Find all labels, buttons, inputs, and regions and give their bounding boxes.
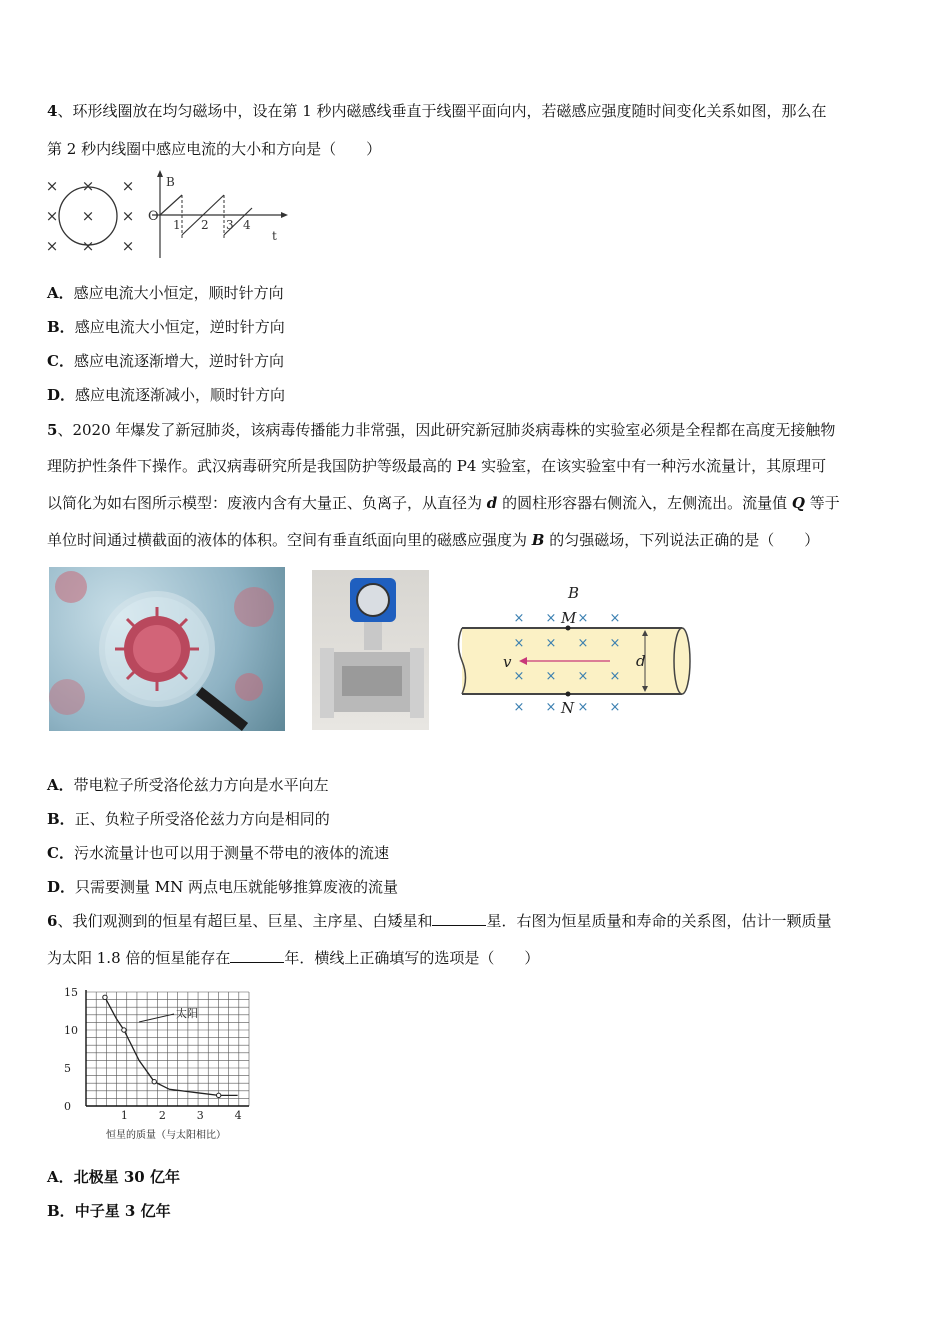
cross-icon: × [121, 177, 135, 195]
virus-illustration [49, 567, 285, 731]
q5-pipe-diagram [455, 580, 695, 720]
option-text: 感应电流逐渐减小，顺时针方向 [75, 386, 286, 404]
q5-stem-line3 [47, 493, 840, 513]
chart-y-ticks [64, 986, 78, 1113]
chart-points [103, 995, 221, 1097]
chart-x-ticks [121, 1109, 242, 1122]
sun-pointer [139, 1014, 174, 1022]
tick-1: 1 [173, 218, 181, 232]
v-label: v [503, 653, 512, 671]
option-label: B． [47, 810, 75, 828]
q4-number: 4 [47, 102, 58, 120]
var-q: Q [791, 494, 805, 512]
q6-stem-line1 [47, 911, 831, 931]
option-label: C． [47, 844, 74, 862]
option-label: B． [47, 1202, 75, 1220]
q5-text: 单位时间通过横截面的液体的体积。空间有垂直纸面向里的磁感应强度为 [47, 531, 528, 549]
data-point [152, 1079, 156, 1083]
option-label: A． [47, 284, 74, 302]
q5-option-a [47, 775, 329, 795]
cross-icon: × [545, 700, 557, 715]
q6-option-b [47, 1201, 171, 1221]
chart-x-label: 恒星的质量（与太阳相比） [106, 1130, 226, 1141]
q4-option-a [47, 283, 284, 303]
b-field-label: B [568, 584, 580, 602]
t-axis-arrow-icon [281, 212, 288, 218]
cross-icon: × [577, 700, 589, 715]
x-tick-label: 1 [120, 1109, 128, 1122]
var-d: d [486, 494, 498, 512]
q5-option-d [47, 877, 398, 897]
t-axis-label: t [272, 229, 277, 243]
q5-stem-text1: 、2020 年爆发了新冠肺炎，该病毒传播能力非常强，因此研究新冠肺炎病毒株的实验室必须是全程都在高度无接触物 [57, 421, 836, 439]
option-text: 北极星 30 亿年 [73, 1168, 180, 1186]
cross-icon: × [81, 237, 95, 255]
q4-stem-line1 [47, 101, 827, 121]
option-label: D． [47, 878, 76, 896]
cross-icon: × [609, 700, 621, 715]
d-label: d [636, 652, 646, 670]
option-label: A． [47, 1168, 74, 1186]
option-text: 只需要测量 MN 两点电压就能够推算废液的流量 [75, 878, 399, 896]
option-text: 中子星 3 亿年 [74, 1202, 171, 1220]
q4-option-d [47, 385, 285, 405]
life-curve [105, 997, 238, 1095]
q6-text: 为太阳 1.8 倍的恒星能存在 [47, 949, 231, 967]
m-label: M [561, 609, 577, 627]
cross-icon: × [513, 669, 525, 684]
option-text: 感应电流逐渐增大，逆时针方向 [73, 352, 284, 370]
cross-icon: × [545, 669, 557, 684]
b-graph-seg1 [160, 195, 182, 215]
data-point [122, 1028, 126, 1032]
option-label: D． [47, 386, 76, 404]
b-axis-label: B [166, 175, 175, 189]
flowmeter-image [312, 570, 429, 730]
option-label: B． [47, 318, 75, 336]
cross-icon: × [545, 611, 557, 626]
q5-stem-line4 [47, 530, 819, 550]
cross-icon: × [513, 636, 525, 651]
pipe-right-end [674, 628, 690, 694]
q5-number: 5 [47, 421, 58, 439]
q6-chart [44, 982, 259, 1144]
option-text: 感应电流大小恒定，逆时针方向 [74, 318, 285, 336]
flowmeter-illustration [312, 570, 429, 730]
q4-option-b [47, 317, 285, 337]
sun-annotation: 太阳 [176, 1007, 198, 1020]
q5-stem-line2: 理防护性条件下操作。武汉病毒研究所是我国防护等级最高的 P4 实验室，在该实验室中有一种污水流量计，其原理可 [47, 457, 827, 475]
var-b: B [531, 531, 545, 549]
q4-stem-line2: 第 2 秒内线圈中感应电流的大小和方向是（ ） [47, 140, 382, 158]
cross-icon: × [45, 177, 59, 195]
cross-icon: × [121, 207, 135, 225]
option-label: C． [47, 352, 74, 370]
cross-icon: × [121, 237, 135, 255]
option-text: 带电粒子所受洛伦兹力方向是水平向左 [73, 776, 329, 794]
cross-icon: × [577, 669, 589, 684]
q4-option-c [47, 351, 284, 371]
option-text: 感应电流大小恒定，顺时针方向 [73, 284, 284, 302]
q5-text: 的圆柱形容器右侧流入，左侧流出。流量值 [502, 494, 788, 512]
y-tick-label: 15 [64, 986, 78, 999]
q5-option-b [47, 809, 330, 829]
q5-text: 的匀强磁场，下列说法正确的是（ ） [549, 531, 820, 549]
y-tick-label: 5 [64, 1062, 71, 1075]
cross-icon: × [577, 636, 589, 651]
option-text: 污水流量计也可以用于测量不带电的液体的流速 [73, 844, 389, 862]
q5-text: 等于 [809, 494, 840, 512]
cross-icon: × [545, 636, 557, 651]
q6-number: 6 [47, 912, 58, 930]
cross-icon: × [45, 207, 59, 225]
cross-icon: × [577, 611, 589, 626]
q6-blank-1[interactable] [432, 911, 486, 926]
option-label: A． [47, 776, 74, 794]
cross-icon: × [609, 636, 621, 651]
cross-icon: × [609, 611, 621, 626]
y-tick-label: 0 [64, 1100, 71, 1113]
tick-3: 3 [226, 218, 234, 232]
b-axis-arrow-icon [157, 170, 163, 177]
x-tick-label: 3 [196, 1109, 204, 1122]
cross-icon: × [513, 700, 525, 715]
x-tick-label: 4 [234, 1109, 242, 1122]
tick-2: 2 [201, 218, 209, 232]
virus-image [49, 567, 285, 731]
x-tick-label: 2 [158, 1109, 166, 1122]
n-label: N [561, 699, 575, 717]
origin-label: O [148, 209, 159, 224]
option-text: 正、负粒子所受洛伦兹力方向是相同的 [74, 810, 330, 828]
q5-option-c [47, 843, 389, 863]
q6-text: 星．右图为恒星质量和寿命的关系图，估计一颗质量 [486, 912, 832, 930]
q6-text: 年．横线上正确填写的选项是（ ） [284, 949, 540, 967]
cross-icon: × [609, 669, 621, 684]
cross-icon: × [81, 177, 95, 195]
q6-stem-line2 [47, 948, 539, 968]
q6-blank-2[interactable] [230, 948, 284, 963]
q4-stem-text1: 、环形线圈放在均匀磁场中，设在第 1 秒内磁感线垂直于线圈平面向内，若磁感应强度随时间变化关系如图，那么在 [57, 102, 827, 120]
y-tick-label: 10 [64, 1024, 78, 1037]
q5-stem-line1 [47, 420, 835, 440]
cross-icon: × [45, 237, 59, 255]
q6-text: 、我们观测到的恒星有超巨星、巨星、主序星、白矮星和 [57, 912, 433, 930]
tick-4: 4 [243, 218, 251, 232]
point-n [566, 692, 571, 697]
cross-icon: × [513, 611, 525, 626]
q6-option-a [47, 1167, 180, 1187]
q4-figure [40, 168, 300, 263]
data-point [103, 995, 107, 999]
cross-icon: × [81, 207, 95, 225]
data-point [216, 1093, 220, 1097]
q5-text: 以简化为如右图所示模型：废液内含有大量正、负离子，从直径为 [47, 494, 483, 512]
